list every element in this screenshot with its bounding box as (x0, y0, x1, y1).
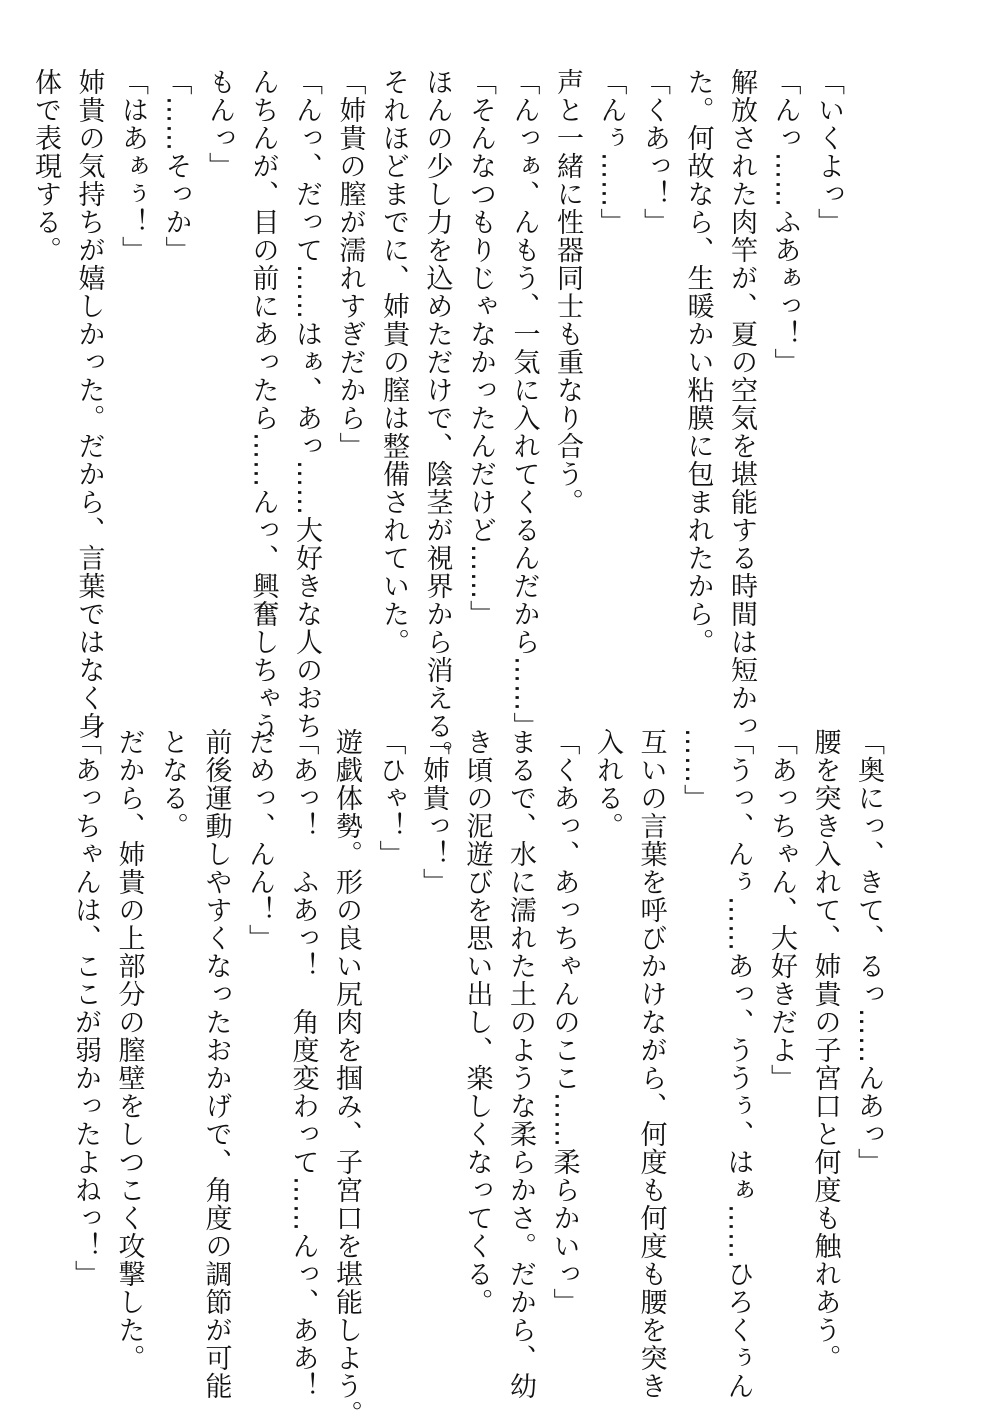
text-line: だめっ、んん！」 (244, 728, 275, 952)
text-line: 解放された肉竿が、夏の空気を堪能する時間は短かっ (726, 68, 757, 740)
text-line: だから、姉貴の上部分の膣壁をしつこく攻撃した。 (113, 728, 145, 1372)
text-line: 姉貴の気持ちが嬉しかった。だから、言葉ではなく身 (73, 68, 105, 740)
text-block-bottom (70, 728, 890, 1428)
text-line: 「はあぁぅ！」 (117, 68, 148, 264)
text-line: 「うっ、んぅ……あっ、ううぅ、はぁ……ひろくぅん (722, 728, 754, 1400)
text-line: 「いくよっ」 (813, 68, 844, 236)
text-line: 入れる。 (592, 728, 623, 840)
text-line: それほどまでに、姉貴の膣は整備されていた。 (378, 68, 409, 656)
text-line: 「んっ……ふあぁっ！」 (769, 68, 801, 376)
text-line: た。何故なら、生暖かい粘膜に包まれたから。 (682, 68, 714, 656)
text-line: となる。 (157, 728, 188, 840)
text-line: 腰を突き入れて、姉貴の子宮口と何度も触れあう。 (809, 728, 841, 1372)
text-line: 「……そっか」 (160, 68, 192, 264)
text-line: 前後運動しやすくなったおかげで、角度の調節が可能 (200, 728, 232, 1400)
text-line: 互いの言葉を呼びかけながら、何度も何度も腰を突き (635, 728, 667, 1400)
text-line: 「くあっ！」 (639, 68, 670, 236)
text-line: 「姉貴の膣が濡れすぎだから」 (334, 68, 366, 460)
text-line: ……」 (679, 728, 710, 812)
text-block-top (30, 68, 850, 768)
text-line: 「んっぁ、んもう、一気に入れてくるんだから……」 (508, 68, 540, 740)
text-line: 「姉貴っ！」 (418, 728, 449, 896)
text-line: 「んっ、だって……はぁ、あっ……大好きな人のおち (291, 68, 322, 740)
text-line: 体で表現する。 (30, 68, 61, 264)
text-line: 声と一緒に性器同士も重なり合う。 (552, 68, 583, 516)
text-line: 「んぅ……」 (595, 68, 627, 236)
text-line: んちんが、目の前にあったら……んっ、興奮しちゃう (247, 68, 279, 740)
text-line: 「くあっ、あっちゃんのここ……柔らかいっ」 (548, 728, 580, 1316)
text-line: き頃の泥遊びを思い出し、楽しくなってくる。 (461, 728, 493, 1316)
text-line: もんっ」 (204, 68, 235, 180)
text-line: 「そんなつもりじゃなかったんだけど……」 (465, 68, 496, 628)
text-line: 「奥にっ、きて、るっ……んあっ」 (853, 728, 884, 1176)
text-line: 遊戯体勢。形の良い尻肉を掴み、子宮口を堪能しよう。 (331, 728, 362, 1428)
text-line: まるで、水に濡れた土のような柔らかさ。だから、幼 (505, 728, 536, 1400)
text-line: 「ひゃ！」 (374, 728, 406, 868)
text-line: 「あっ！ ふあっ！ 角度変わって……んっ、ああ！ (287, 728, 319, 1400)
text-line: 「あっちゃんは、ここが弱かったよねっ！」 (70, 728, 101, 1288)
text-line: ほんの少し力を込めただけで、陰茎が視界から消える。 (421, 68, 453, 768)
text-line: 「あっちゃん、大好きだよ」 (766, 728, 797, 1092)
